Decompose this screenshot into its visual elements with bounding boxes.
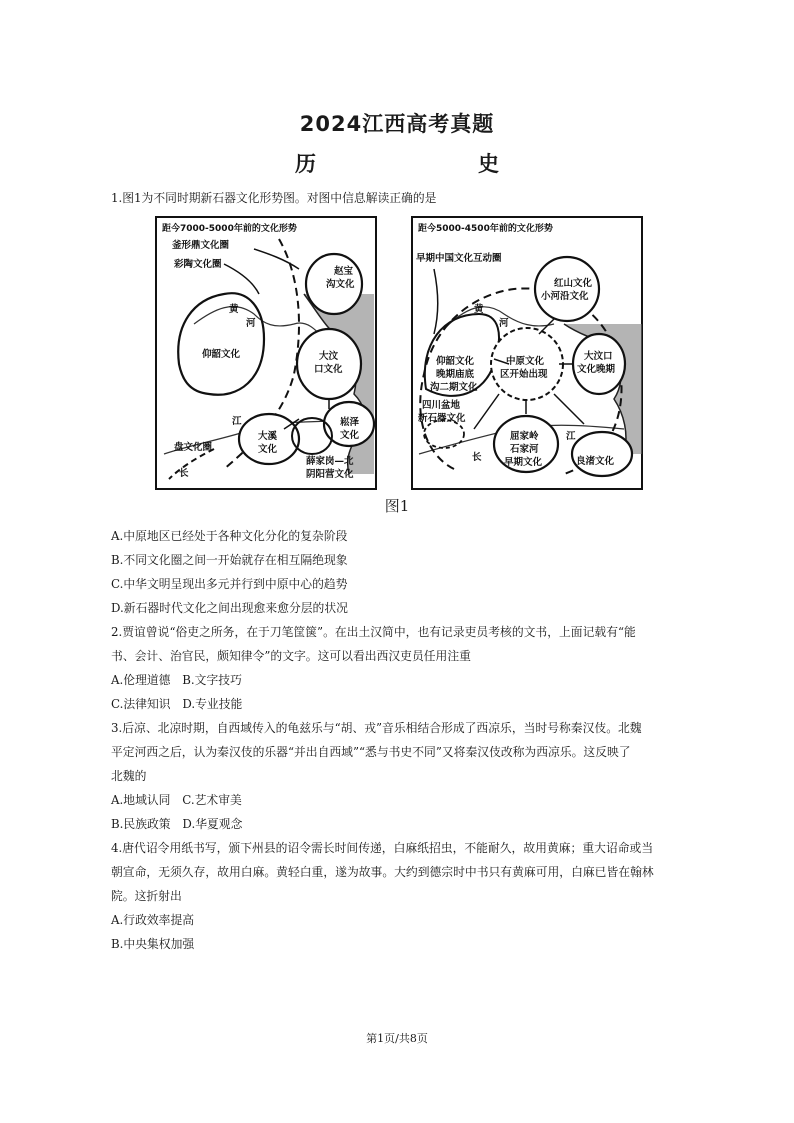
q4-stem-line-2: 朝宣命，无须久存，故用白麻。黄轻白重，遂为故事。大约到德宗时中书只有黄麻可用，白麻已皆在翰林 xyxy=(111,865,654,879)
left-map-title: 距今7000-5000年前的文化形势 xyxy=(162,224,297,234)
right-label-8b: 新石器文化 xyxy=(418,413,466,424)
q1-option-b: B.不同文化圈之间一开始就存在相互隔绝现象 xyxy=(111,553,348,567)
right-label-5b: 晚期庙底 xyxy=(436,369,475,380)
q2-stem-line-1: 2.贾谊曾说“俗吏之所务，在于刀笔筐箧”。在出土汉简中，也有记录吏员考核的文书，上面记载有“能 xyxy=(111,625,636,639)
left-label-2: 彩陶文化圈 xyxy=(174,259,222,270)
q1-option-c: C.中华文明呈现出多元并行到中原中心的趋势 xyxy=(111,577,348,591)
left-label-7b: 口文化 xyxy=(314,364,343,375)
left-map xyxy=(156,217,376,489)
figure-caption: 图1 xyxy=(384,497,410,515)
figure-1-maps xyxy=(154,214,644,494)
figure-1 xyxy=(154,214,644,494)
q1-option-d: D.新石器时代文化之间出现愈来愈分层的状况 xyxy=(111,601,348,615)
subject-title: 历 史 xyxy=(295,152,539,176)
left-label-10: 崧泽 xyxy=(340,417,360,428)
q3-stem-line-2: 平定河西之后，认为秦汉伎的乐器“并出自西域”“悉与书史不同”又将秦汉伎改称为西凉乐。这反映了 xyxy=(111,745,631,759)
page-footer: 第1页/共8页 xyxy=(366,1032,428,1045)
left-label-4: 黄 xyxy=(229,304,239,315)
left-label-13b: 阴阳营文化 xyxy=(306,469,354,480)
right-label-12: 良渚文化 xyxy=(576,456,615,467)
q3-options-row-2: B.民族政策 D.华夏观念 xyxy=(111,817,243,831)
right-map-title: 距今5000-4500年前的文化形势 xyxy=(418,224,553,234)
left-label-9b: 文化 xyxy=(258,444,278,455)
q1-option-a: A.中原地区已经处于各种文化分化的复杂阶段 xyxy=(111,529,348,543)
right-label-2: 红山文化 xyxy=(554,278,593,289)
right-map xyxy=(412,217,642,489)
left-label-6: 仰韶文化 xyxy=(202,349,241,360)
right-label-9c: 早期文化 xyxy=(504,457,543,468)
right-label-3: 黄 xyxy=(474,304,484,315)
q4-stem-line-1: 4.唐代诏令用纸书写，颁下州县的诏令需长时间传递，白麻纸招虫，不能耐久，故用黄麻；重大诏命或当 xyxy=(111,841,654,855)
left-label-8: 江 xyxy=(232,416,242,427)
left-label-11: 盘文化圈 xyxy=(174,442,213,453)
q2-stem-line-2: 书、会计、治官民，颇知律令”的文字。这可以看出西汉吏员任用注重 xyxy=(111,649,471,663)
q1-stem: 1.图1为不同时期新石器文化形势图。对图中信息解读正确的是 xyxy=(111,191,437,205)
right-label-6b: 区开始出现 xyxy=(500,369,548,380)
right-label-7: 大汶口 xyxy=(584,351,613,362)
right-label-5: 仰韶文化 xyxy=(436,356,475,367)
left-label-7: 大汶 xyxy=(319,351,339,362)
q4-option-a: A.行政效率提高 xyxy=(111,913,195,927)
right-label-5c: 沟二期文化 xyxy=(430,382,478,393)
right-label-1: 早期中国文化互动圈 xyxy=(416,253,502,264)
q2-options-row-1: A.伦理道德 B.文字技巧 xyxy=(111,673,242,687)
left-label-3: 赵宝 xyxy=(334,266,354,277)
q4-stem-line-3: 院。这折射出 xyxy=(111,889,182,903)
right-label-7b: 文化晚期 xyxy=(577,364,616,375)
right-label-4: 河 xyxy=(499,318,509,329)
right-label-9b: 石家河 xyxy=(510,444,539,455)
right-label-2b: 小河沿文化 xyxy=(541,291,589,302)
left-label-5: 河 xyxy=(246,318,256,329)
left-label-13: 薛家岗—北 xyxy=(306,456,354,467)
right-label-9: 屈家岭 xyxy=(510,431,539,442)
q3-stem-line-1: 3.后凉、北凉时期，自西域传入的龟兹乐与“胡、戎”音乐相结合形成了西凉乐，当时号称秦汉伎。北魏 xyxy=(111,721,642,735)
left-label-10b: 文化 xyxy=(340,430,360,441)
q3-stem-line-3: 北魏的 xyxy=(111,769,147,783)
right-label-10: 江 xyxy=(566,431,576,442)
right-label-6: 中原文化 xyxy=(506,356,545,367)
q4-option-b: B.中央集权加强 xyxy=(111,937,195,951)
exam-title: 2024江西高考真题 xyxy=(299,112,495,136)
q3-options-row-1: A.地域认同 C.艺术审美 xyxy=(111,793,242,807)
left-label-1: 釜形鼎文化圈 xyxy=(172,240,230,251)
left-label-3b: 沟文化 xyxy=(326,279,355,290)
left-label-9: 大溪 xyxy=(258,431,278,442)
right-label-11: 长 xyxy=(472,452,482,463)
q2-options-row-2: C.法律知识 D.专业技能 xyxy=(111,697,243,711)
right-label-8: 四川盆地 xyxy=(422,400,461,411)
left-label-12: 长 xyxy=(179,468,189,479)
